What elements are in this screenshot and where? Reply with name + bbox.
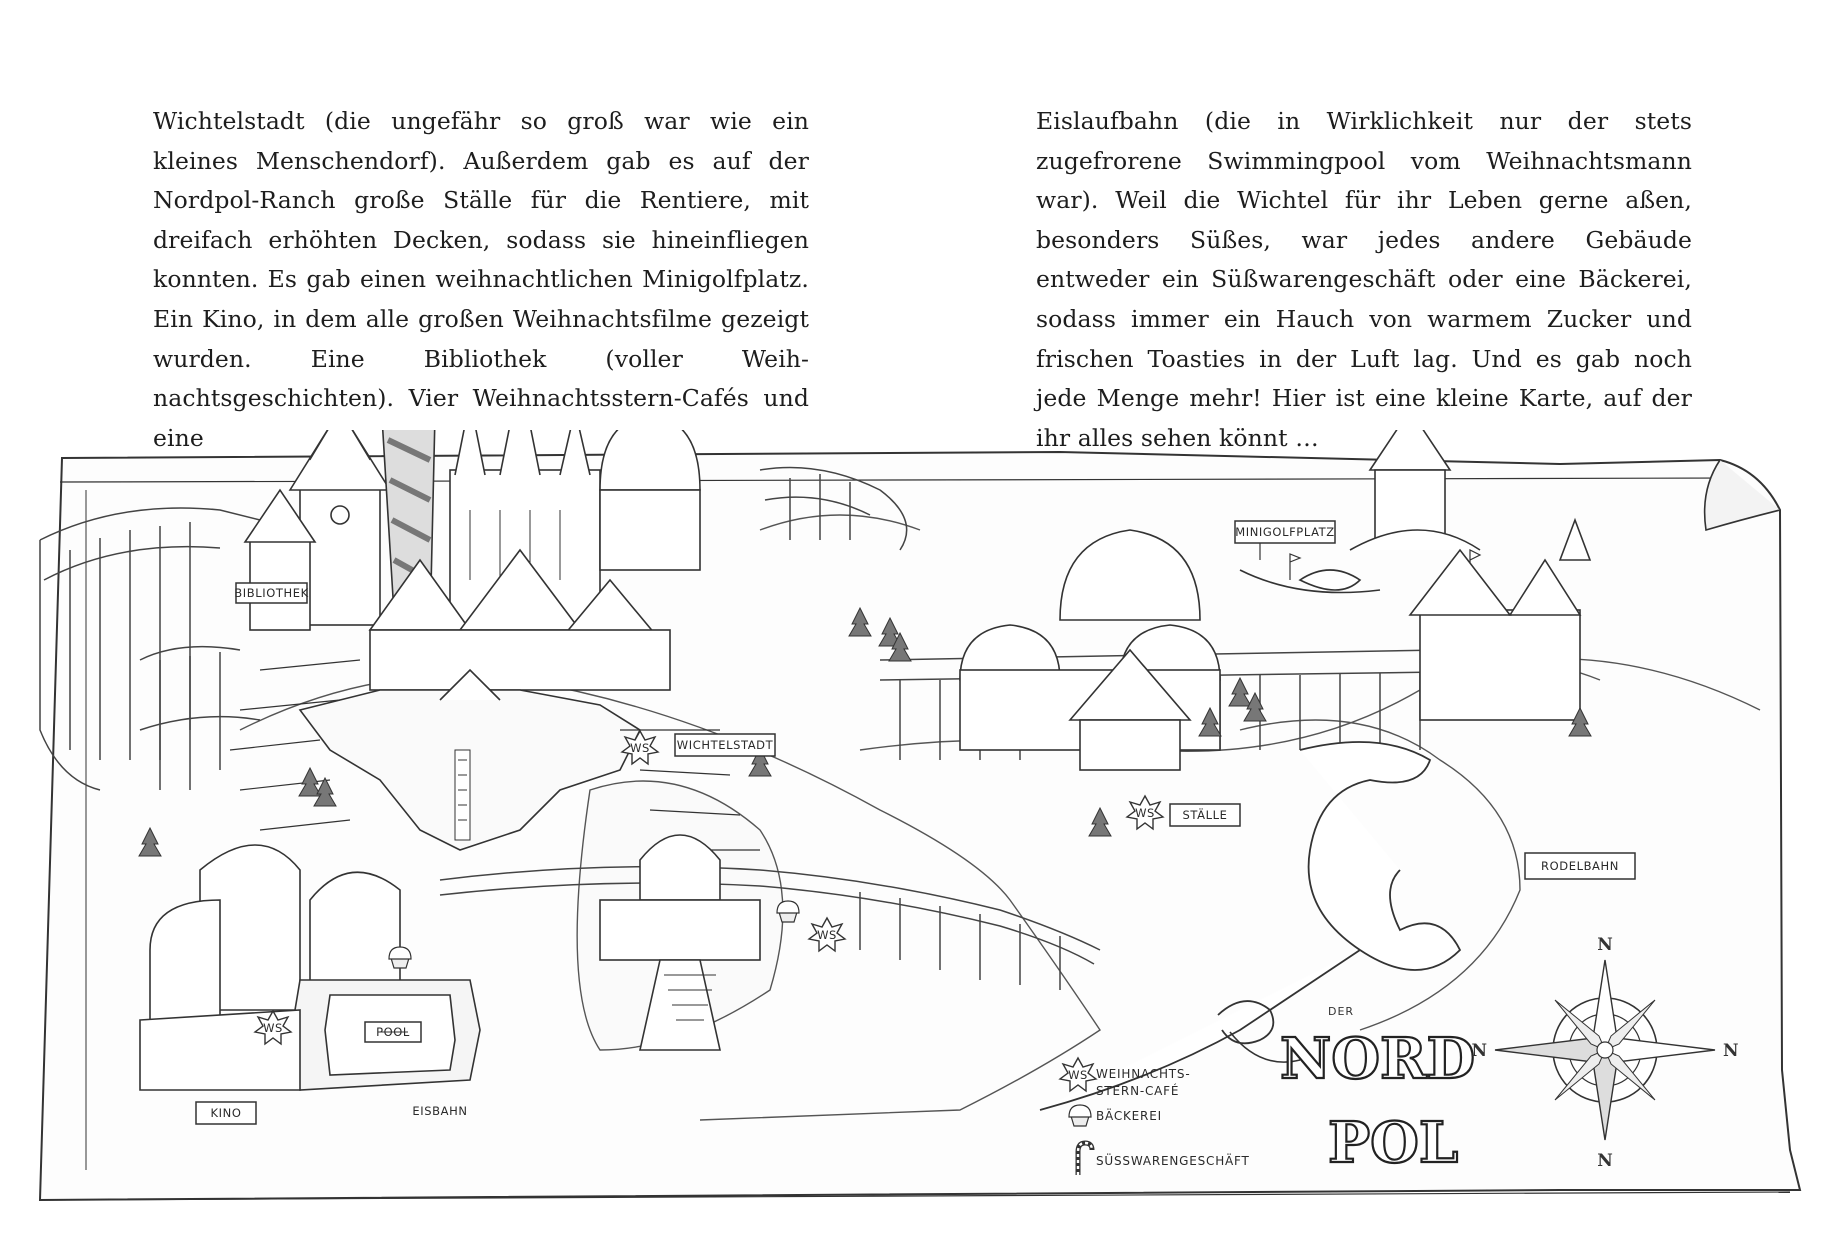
map-illustration xyxy=(0,430,1831,1240)
label-eisbahn xyxy=(412,1104,467,1118)
label-wichtelstadt xyxy=(675,734,775,756)
paragraph-right: Eislaufbahn (die in Wirklichkeit nur der stets zugefrorene Swimmingpool vom Weihnachtsmann war). Weil die Wichtel für ihr Leben gerne aßen, besonders Süßes, war jedes andere Gebäude entweder ein Süßwarengeschäft oder eine Bäckerei, sodass immer ein Hauch von warmem Zucker und frischen Toasties in der Luft lag. Und es gab noch jede Menge mehr! Hier ist eine kleine Karte, auf der ihr alles sehen könnt … xyxy=(1036,107,1692,452)
svg-text:POOL: POOL xyxy=(376,1025,410,1039)
svg-text:WS: WS xyxy=(1135,806,1155,820)
label-staelle xyxy=(1170,804,1240,826)
text-column-left xyxy=(153,102,809,458)
svg-text:MINIGOLFPLATZ: MINIGOLFPLATZ xyxy=(1235,525,1335,539)
label-kino xyxy=(196,1102,256,1124)
text-column-right xyxy=(1036,102,1692,458)
label-minigolfplatz xyxy=(1235,521,1335,543)
legend-bakery: BÄCKEREI xyxy=(1096,1109,1162,1123)
compass-east: N xyxy=(1723,1041,1739,1061)
svg-text:WS: WS xyxy=(817,928,837,942)
title-pol: POL xyxy=(1328,1110,1459,1176)
svg-text:STÄLLE: STÄLLE xyxy=(1182,808,1228,822)
svg-text:EISBAHN: EISBAHN xyxy=(412,1104,468,1118)
legend-cafe-line2: STERN-CAFÉ xyxy=(1096,1084,1180,1098)
svg-text:RODELBAHN: RODELBAHN xyxy=(1541,859,1619,873)
svg-text:WS: WS xyxy=(263,1021,283,1035)
paragraph-left: Wichtelstadt (die ungefähr so groß war wie ein kleines Menschendorf). Außerdem gab es auf der Nordpol-Ranch große Ställe für die Rentiere, mit dreifach erhöhten Decken, sodass sie hineinfliegen konnten. Es gab einen weihnachtlichen Minigolfplatz. Ein Kino, in dem alle großen Weihnachtsfilme gezeigt wurden. Eine Bibliothek (voller Weihnachtsgeschichten). Vier Weihnachtsstern-Cafés und eine xyxy=(153,107,809,452)
svg-text:WS: WS xyxy=(1068,1068,1088,1082)
label-pool xyxy=(365,1022,421,1042)
label-rodelbahn xyxy=(1525,853,1635,879)
svg-text:BIBLIOTHEK: BIBLIOTHEK xyxy=(234,586,309,600)
svg-text:WS: WS xyxy=(630,741,650,755)
compass-west: N xyxy=(1471,1041,1487,1061)
compass-north: N xyxy=(1597,935,1613,955)
compass-south: N xyxy=(1597,1151,1613,1171)
legend-cafe-line1: WEIHNACHTS- xyxy=(1096,1067,1191,1081)
svg-text:WICHTELSTADT: WICHTELSTADT xyxy=(676,738,774,752)
title-der: DER xyxy=(1328,1005,1355,1018)
legend-candy-shop: SÜSSWARENGESCHÄFT xyxy=(1096,1154,1250,1168)
svg-text:KINO: KINO xyxy=(210,1106,242,1120)
title-nord: NORD xyxy=(1280,1026,1476,1092)
label-bibliothek xyxy=(234,583,309,603)
north-pole-map xyxy=(0,430,1831,1240)
